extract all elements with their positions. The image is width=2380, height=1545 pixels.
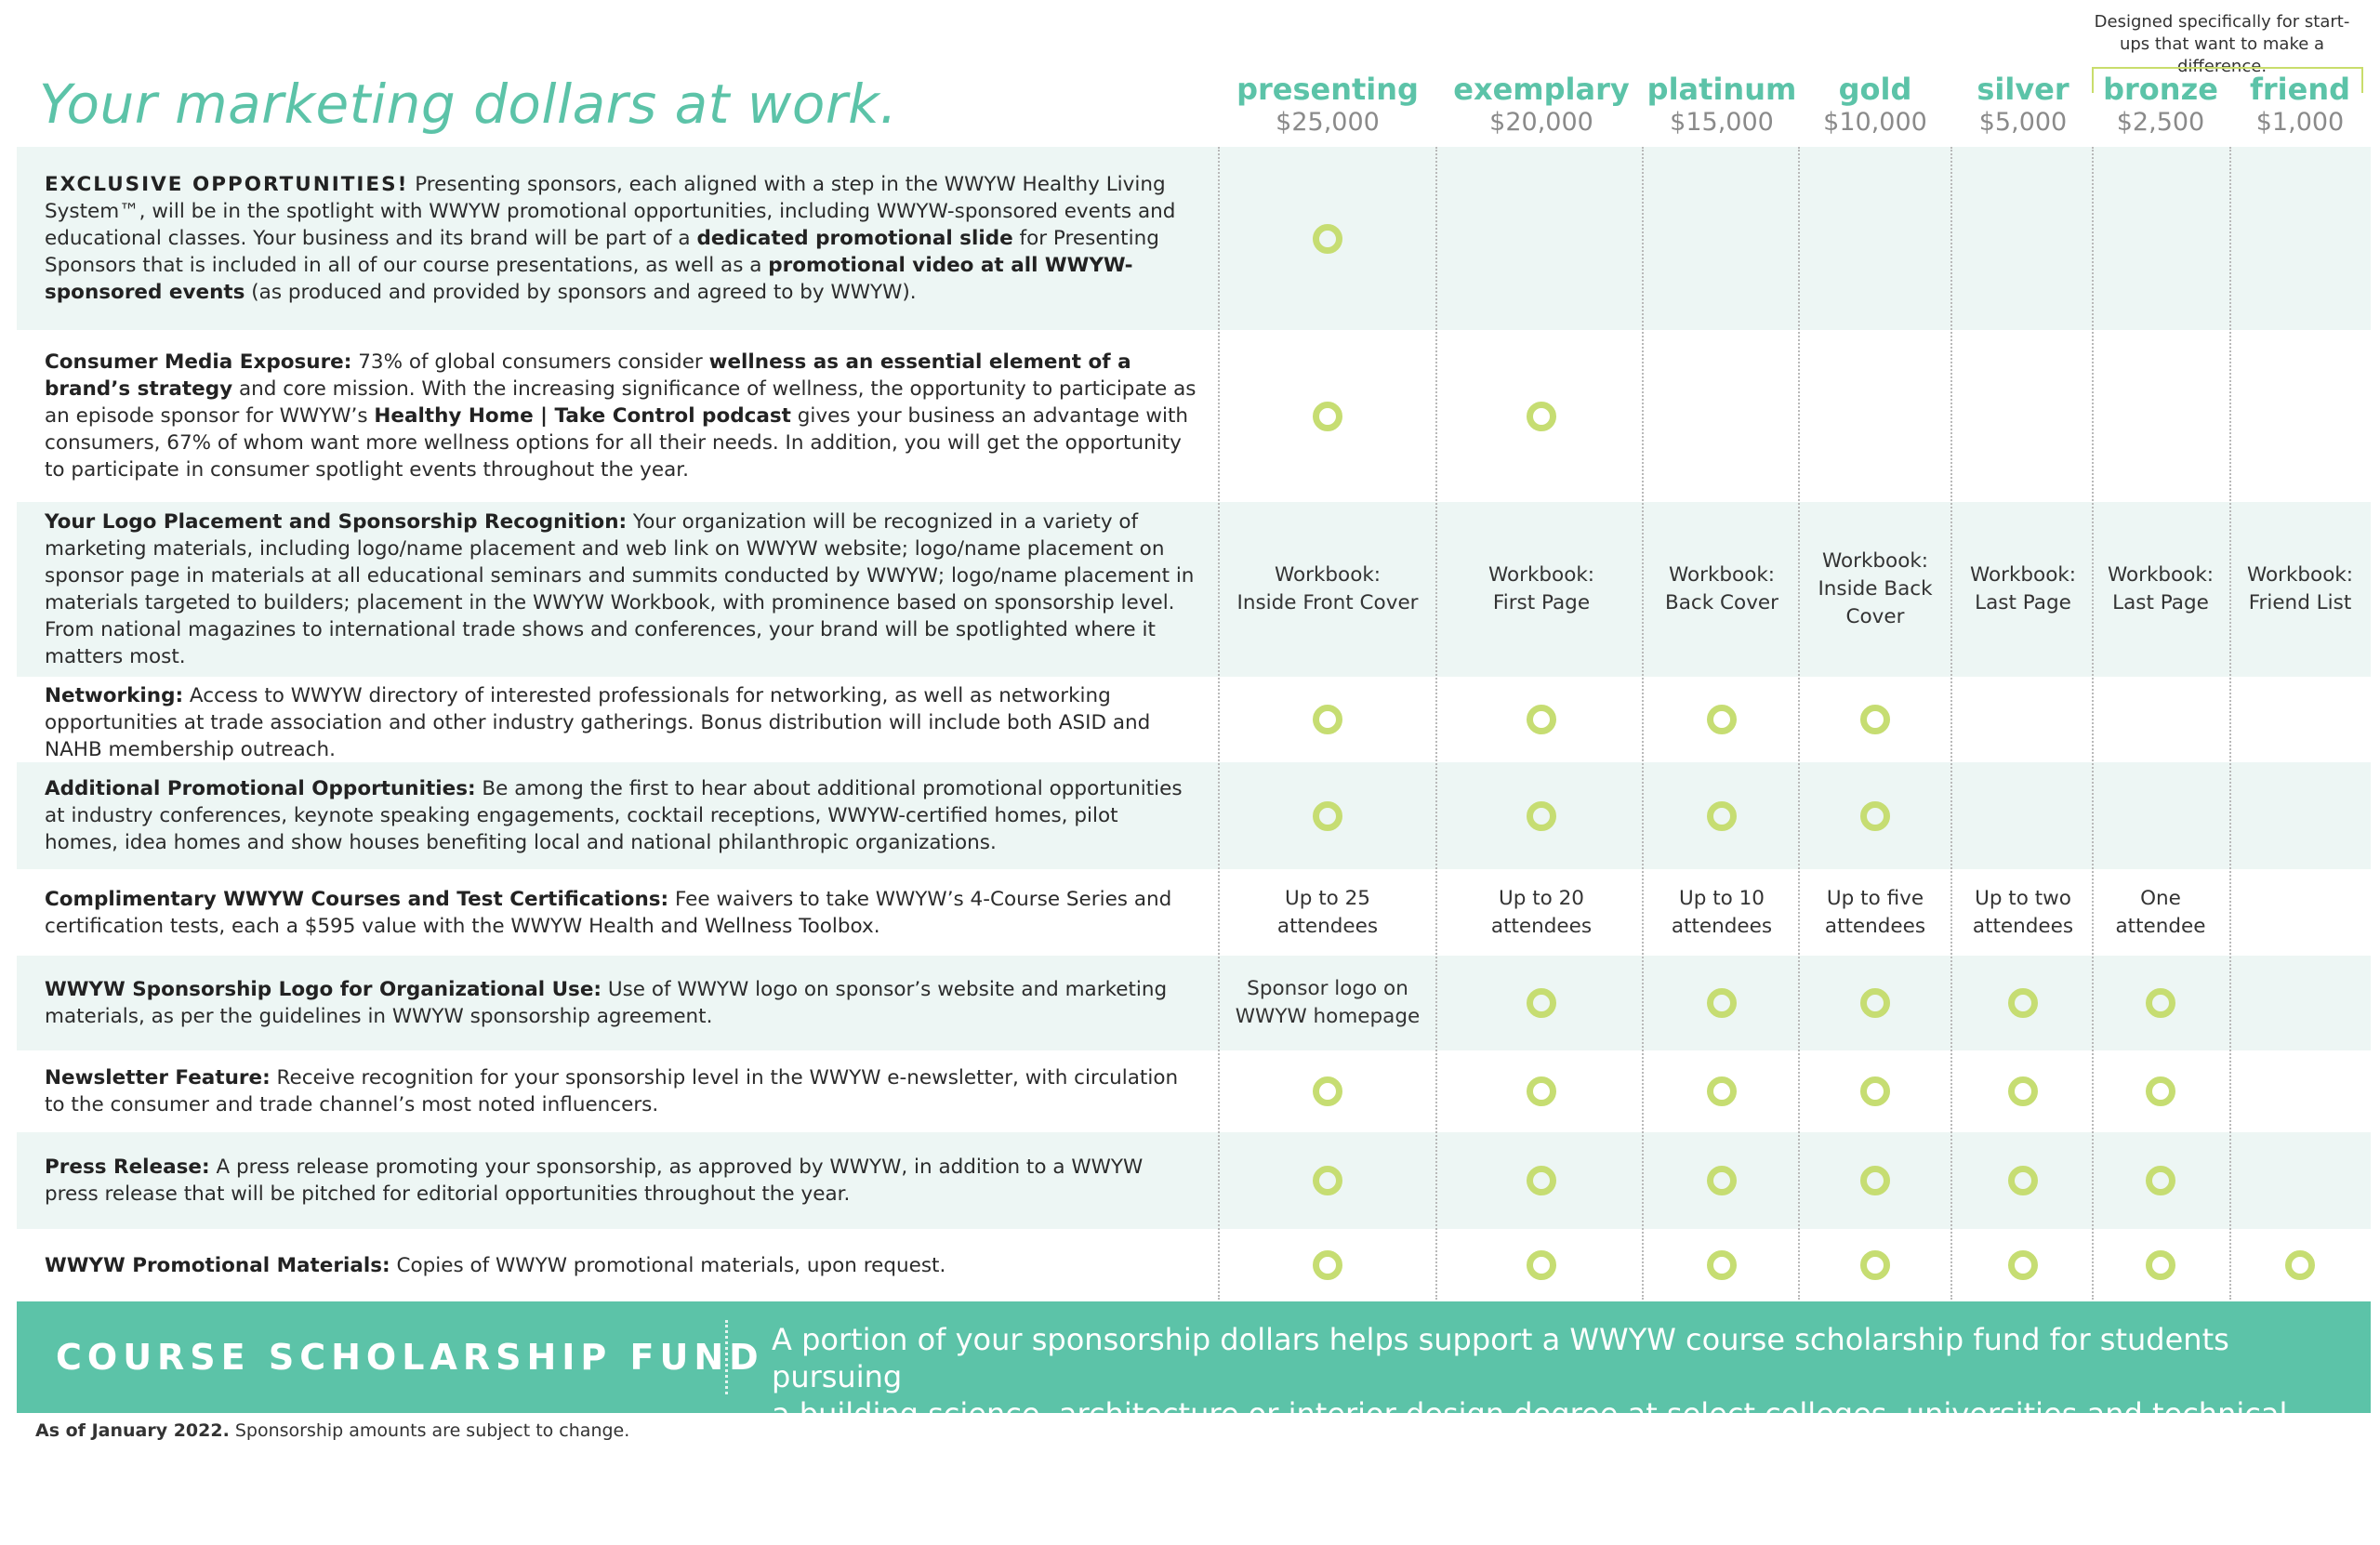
- tier-price: $10,000: [1823, 108, 1927, 137]
- benefit-cell-text: [2247, 561, 2353, 617]
- benefit-text: Access to WWYW directory of interested professionals for networking, as well as networking opportunities at trade association and other industry gatherings. Bonus distribution will include both ASID and NAHB membership outreach.: [45, 684, 1151, 761]
- benefit-text: Use of WWYW logo on sponsor’s website and marketing materials, as per the guidelines in WWYW sponsorship agreement.: [45, 978, 1168, 1028]
- cell-line: Last Page: [1975, 591, 2071, 614]
- cell-line: attendees: [1490, 914, 1593, 938]
- included-circle-icon: [1527, 988, 1556, 1018]
- benefit-description: [45, 171, 1197, 306]
- tier-header-friend: [2250, 71, 2350, 138]
- cell-line: attendees: [1824, 914, 1926, 938]
- benefit-cell-text: [1825, 885, 1925, 941]
- column-divider: [1218, 147, 1220, 1300]
- benefit-label: WWYW Sponsorship Logo for Organizational Use:: [45, 978, 602, 1001]
- included-circle-icon: [1527, 801, 1556, 831]
- tier-name: exemplary: [1453, 72, 1630, 107]
- benefit-label: Press Release:: [45, 1155, 210, 1179]
- cell-line: One: [2140, 886, 2181, 910]
- benefit-text: Fee waivers to take WWYW’s 4-Course Series and certification tests, each a $595 value with the WWYW Health and Wellness Toolbox.: [45, 887, 1172, 938]
- tier-price: $20,000: [1489, 108, 1593, 137]
- benefit-label: Newsletter Feature:: [45, 1066, 271, 1089]
- cell-line: Friend List: [2248, 591, 2352, 614]
- tier-name: bronze: [2103, 72, 2218, 107]
- benefit-text: Presenting sponsors, each aligned with a step in the WWYW Healthy Living System™, will be in the spotlight with WWYW promotional opportunities, including WWYW-sponsored events and educational classes. Your business and its brand will be part of a: [45, 173, 1176, 250]
- benefit-description: [45, 976, 1197, 1030]
- benefit-description: [45, 1154, 1197, 1208]
- tier-header-presenting: [1236, 71, 1419, 138]
- table-row: [17, 330, 2371, 502]
- cell-line: Workbook:: [1821, 549, 1929, 573]
- benefit-description: [45, 508, 1197, 670]
- included-circle-icon: [1707, 705, 1737, 734]
- cell-line: Cover: [1845, 605, 1905, 628]
- benefit-label: Complimentary WWYW Courses and Test Certifications:: [45, 887, 669, 911]
- included-circle-icon: [1707, 801, 1737, 831]
- cell-line: attendee: [2115, 914, 2206, 938]
- banner-divider: [725, 1320, 728, 1394]
- benefit-cell-text: [1488, 561, 1594, 617]
- tier-header-exemplary: [1453, 71, 1630, 138]
- cell-line: attendees: [1972, 914, 2074, 938]
- page-title: Your marketing dollars at work.: [39, 73, 898, 136]
- column-divider: [1435, 147, 1437, 1300]
- cell-line: Workbook:: [2246, 563, 2354, 587]
- benefit-description: [45, 886, 1197, 940]
- cell-line: Workbook:: [1668, 563, 1776, 587]
- table-row: [17, 147, 2371, 330]
- included-circle-icon: [1860, 1166, 1890, 1195]
- scholarship-fund-title: COURSE SCHOLARSHIP FUND: [56, 1337, 764, 1378]
- scholarship-fund-text: [772, 1321, 2352, 1470]
- tier-header-bronze: [2103, 71, 2218, 138]
- cell-line: Up to 10: [1678, 886, 1765, 910]
- cell-line: Back Cover: [1665, 591, 1778, 614]
- included-circle-icon: [2146, 1166, 2175, 1195]
- cell-line: attendees: [1276, 914, 1379, 938]
- benefit-highlight: Healthy Home | Take Control podcast: [374, 404, 791, 428]
- included-circle-icon: [1707, 988, 1737, 1018]
- included-circle-icon: [1313, 402, 1342, 431]
- included-circle-icon: [2146, 1250, 2175, 1280]
- scholarship-fund-line-2: a building science, architecture or interior design degree at select colleges, universities and technical schools.: [772, 1396, 2288, 1469]
- included-circle-icon: [1860, 801, 1890, 831]
- included-circle-icon: [1527, 705, 1556, 734]
- tier-price: $25,000: [1276, 108, 1380, 137]
- tier-name: friend: [2249, 72, 2351, 107]
- benefit-label: EXCLUSIVE OPPORTUNITIES!: [45, 173, 409, 196]
- benefit-text: for Presenting Sponsors that is included in all of our course presentations, as well as a: [45, 227, 1159, 277]
- tier-header-platinum: [1647, 71, 1797, 138]
- benefit-text: (as produced and provided by sponsors and agreed to by WWYW).: [245, 281, 917, 304]
- included-circle-icon: [1860, 1250, 1890, 1280]
- cell-line: Workbook:: [2107, 563, 2215, 587]
- cell-line: Workbook:: [1969, 563, 2077, 587]
- tier-name: gold: [1838, 72, 1912, 107]
- benefit-text: and core mission. With the increasing significance of wellness, the opportunity to participate as an episode sponsor for WWYW’s: [45, 377, 1197, 428]
- included-circle-icon: [1527, 402, 1556, 431]
- included-circle-icon: [1313, 1076, 1342, 1106]
- benefit-label: Your Logo Placement and Sponsorship Recognition:: [45, 510, 628, 534]
- included-circle-icon: [1527, 1250, 1556, 1280]
- table-row: [17, 956, 2371, 1050]
- cell-line: WWYW homepage: [1235, 1005, 1421, 1028]
- included-circle-icon: [1860, 1076, 1890, 1106]
- cell-line: Inside Front Cover: [1236, 591, 1419, 614]
- cell-line: Workbook:: [1488, 563, 1595, 587]
- startup-note: Designed specifically for start-ups that want to make a difference.: [2094, 12, 2350, 76]
- benefit-description: [45, 1064, 1197, 1118]
- included-circle-icon: [2008, 1076, 2038, 1106]
- benefit-label: WWYW Promotional Materials:: [45, 1253, 390, 1277]
- cell-line: attendees: [1671, 914, 1773, 938]
- benefit-text: Copies of WWYW promotional materials, upon request.: [390, 1253, 946, 1277]
- scholarship-fund-line-1: A portion of your sponsorship dollars helps support a WWYW course scholarship fund for students pursuing: [772, 1322, 2229, 1394]
- included-circle-icon: [2146, 1076, 2175, 1106]
- cell-line: Up to two: [1975, 886, 2071, 910]
- column-divider: [2229, 147, 2231, 1300]
- cell-line: Up to five: [1826, 886, 1924, 910]
- column-divider: [1798, 147, 1800, 1300]
- table-row: [17, 677, 2371, 762]
- benefit-description: [45, 1252, 1197, 1279]
- included-circle-icon: [1313, 1166, 1342, 1195]
- benefit-description: [45, 349, 1197, 483]
- benefit-cell-text: [1672, 885, 1772, 941]
- included-circle-icon: [2008, 988, 2038, 1018]
- included-circle-icon: [1707, 1250, 1737, 1280]
- benefit-label: Networking:: [45, 684, 184, 707]
- benefit-highlight: dedicated promotional slide: [696, 227, 1013, 250]
- included-circle-icon: [1313, 224, 1342, 254]
- benefit-cell-text: [2108, 561, 2214, 617]
- included-circle-icon: [2008, 1250, 2038, 1280]
- benefit-cell-text: [1277, 885, 1378, 941]
- benefit-text: Be among the first to hear about additional promotional opportunities at industry conferences, keynote speaking engagements, cocktail receptions, WWYW-certified homes, pilot homes, idea homes and show houses benefiting local and national philanthropic organizations.: [45, 777, 1183, 854]
- table-row: [17, 762, 2371, 869]
- benefit-cell-text: [1491, 885, 1592, 941]
- benefit-text: 73% of global consumers consider: [351, 350, 709, 374]
- cell-line: Sponsor logo on: [1247, 977, 1408, 1000]
- tier-price: $5,000: [1978, 108, 2068, 137]
- included-circle-icon: [1707, 1076, 1737, 1106]
- benefit-label: Consumer Media Exposure:: [45, 350, 352, 374]
- included-circle-icon: [1313, 705, 1342, 734]
- column-divider: [1950, 147, 1952, 1300]
- cell-line: Last Page: [2112, 591, 2209, 614]
- included-circle-icon: [2146, 988, 2175, 1018]
- cell-line: First Page: [1492, 591, 1591, 614]
- table-row: [17, 1132, 2371, 1229]
- tier-name: platinum: [1646, 72, 1797, 107]
- included-circle-icon: [1527, 1166, 1556, 1195]
- included-circle-icon: [1707, 1166, 1737, 1195]
- table-row: [17, 869, 2371, 956]
- included-circle-icon: [1527, 1076, 1556, 1106]
- benefit-cell-text: [1665, 561, 1778, 617]
- benefit-text: Your organization will be recognized in a variety of marketing materials, including logo/name placement and web link on WWYW website; logo/name placement on sponsor page in materials at all educational seminars and summits conducted by WWYW; logo/name placement in materials targeted to builders; placement in the WWYW Workbook, with prominence based on sponsorship level. From national magazines to international trade shows and conferences, your brand will be spotlighted where it matters most.: [45, 510, 1195, 668]
- tier-header-gold: [1823, 71, 1927, 138]
- benefit-cell-text: [1818, 548, 1932, 631]
- benefit-label: Additional Promotional Opportunities:: [45, 777, 476, 800]
- footnote-text: Sponsorship amounts are subject to change.: [229, 1420, 630, 1441]
- benefit-text: A press release promoting your sponsorship, as approved by WWYW, in addition to a WWYW press release that will be pitched for editorial opportunities throughout the year.: [45, 1155, 1144, 1206]
- cell-line: Up to 20: [1498, 886, 1584, 910]
- tier-name: presenting: [1236, 72, 1419, 107]
- tier-header-silver: [1977, 71, 2069, 138]
- tier-price: $2,500: [2116, 108, 2205, 137]
- cell-line: Inside Back: [1818, 577, 1933, 601]
- benefit-text: gives your business an advantage with consumers, 67% of whom want more wellness options for all their needs. In addition, you will get the opportunity to participate in consumer spotlight events throughout the year.: [45, 404, 1189, 482]
- included-circle-icon: [1860, 705, 1890, 734]
- footnote: [35, 1420, 629, 1441]
- included-circle-icon: [1313, 801, 1342, 831]
- benefit-highlight: wellness as an essential element of a brand’s strategy: [45, 350, 1131, 401]
- table-row: [17, 1229, 2371, 1301]
- benefit-cell-text: [1970, 561, 2076, 617]
- table-row: [17, 502, 2371, 677]
- tier-price: $15,000: [1670, 108, 1774, 137]
- benefit-highlight: promotional video at all WWYW-sponsored events: [45, 254, 1133, 304]
- column-divider: [2092, 147, 2094, 1300]
- included-circle-icon: [1860, 988, 1890, 1018]
- tier-price: $1,000: [2255, 108, 2345, 137]
- benefit-description: [45, 775, 1197, 856]
- benefit-text: Receive recognition for your sponsorship level in the WWYW e-newsletter, with circulation to the consumer and trade channel’s most noted influencers.: [45, 1066, 1179, 1116]
- benefit-cell-text: [2116, 885, 2206, 941]
- table-row: [17, 1050, 2371, 1132]
- cell-line: Workbook:: [1274, 563, 1382, 587]
- benefit-description: [45, 682, 1197, 763]
- footnote-date: As of January 2022.: [35, 1420, 230, 1441]
- column-divider: [1642, 147, 1644, 1300]
- tier-name: silver: [1977, 72, 2069, 107]
- benefit-cell-text: [1236, 561, 1418, 617]
- included-circle-icon: [2285, 1250, 2315, 1280]
- cell-line: Up to 25: [1284, 886, 1370, 910]
- included-circle-icon: [2008, 1166, 2038, 1195]
- included-circle-icon: [1313, 1250, 1342, 1280]
- benefit-cell-text: [1236, 975, 1420, 1031]
- benefit-cell-text: [1973, 885, 2073, 941]
